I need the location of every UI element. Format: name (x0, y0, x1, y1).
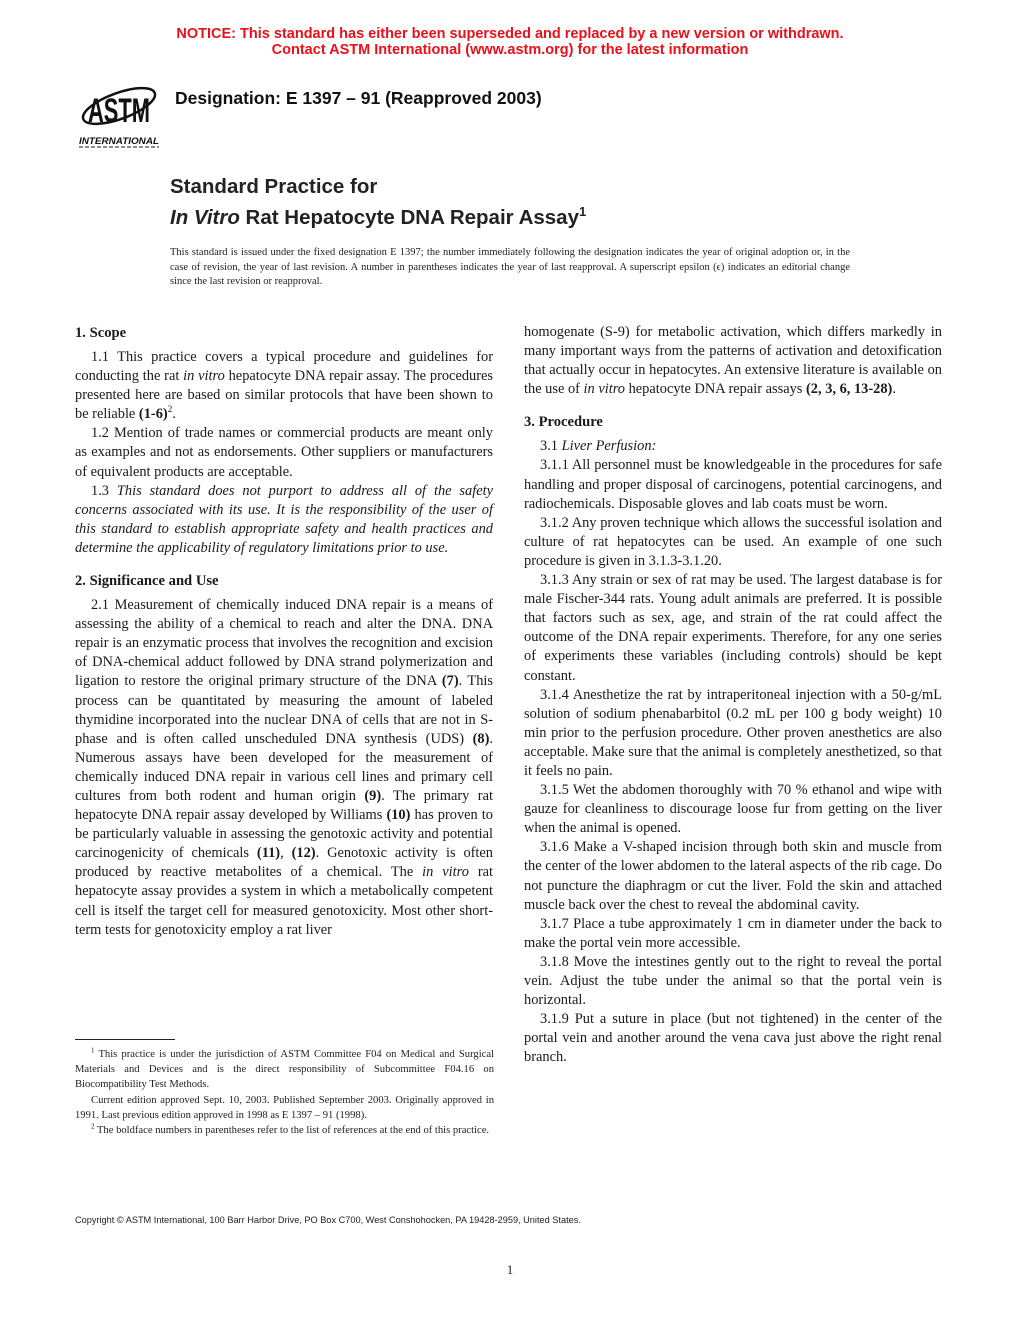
footnote-text: This practice is under the jurisdiction of ASTM Committee F04 on Medical and Surgical Materials and Devices and is the direct responsibility of Subcommittee F04.16 on Biocompatibility Test Methods. (75, 1049, 494, 1091)
paragraph (524, 953, 942, 1010)
paragraph (524, 838, 942, 914)
title-line-2 (170, 199, 586, 230)
footnote-mark: 2 (91, 1122, 95, 1131)
text-run: 3.1.8 Move the intestines gently out to the right to reveal the portal vein. Adjust the tube under the animal so that the portal vein is horizontal. (524, 953, 942, 1009)
text-run: 3.1.4 Anesthetize the rat by intraperitoneal injection with a 50-g/mL solution of sodium phenabarbitol (0.2 mL per 100 g body weight) 10 min prior to the perfusion procedure. Other proven anesthetics are also acceptable. Make sure that the animal is completely anesthetized, so that it feels no pain. (524, 686, 942, 779)
paragraph (524, 781, 942, 838)
text-run: hepatocyte DNA repair assays (624, 381, 807, 398)
paragraph (524, 514, 942, 571)
text-run: . (892, 381, 896, 398)
footnote (75, 1123, 494, 1138)
text-run: , (280, 845, 292, 862)
text-run: . (172, 406, 176, 423)
text-run: . This process can be quantitated by measuring the amount of labeled thymidine incorporated into the nuclear DNA of cells that are not in S-phase and is often called unscheduled DNA synthesis (UDS) (75, 673, 493, 747)
text-run: 1.3 (91, 482, 117, 499)
page-number: 1 (506, 1262, 514, 1277)
text-run: 1.2 Mention of trade names or commercial products are meant only as examples and not as endorsements. Other suppliers or manufacturers of equivalent products are acceptable. (75, 425, 493, 480)
paragraph (524, 571, 942, 686)
paragraph (524, 915, 942, 953)
paragraph (75, 482, 493, 558)
text-run: rat hepatocyte assay provides a system in which a metabolically competent cell is itself the target cell for measured genotoxicity. Most other short-term tests for genotoxicity employ a rat liver (75, 864, 494, 938)
text-run: 3.1.6 Make a V-shaped incision through both skin and muscle from the center of the lower abdomen to the lateral aspects of the rib cage. Do not puncture the diaphragm or cut the liver. Fold the skin and attached muscle back over the chest to reveal the abdominal cavity. (524, 839, 942, 913)
footnote-mark: 1 (91, 1046, 95, 1055)
title-line-1: Standard Practice for (170, 175, 378, 198)
text-run: 3.1 (540, 438, 562, 455)
reference-citation: (9) (364, 787, 382, 804)
paragraph (75, 596, 493, 940)
paragraph (524, 437, 942, 456)
left-column (75, 323, 493, 940)
text-run: 3.1.5 Wet the abdomen thoroughly with 70 % ethanol and wipe with gauze for cleanliness to discourage loose fur from getting on the liver when the animal is opened. (524, 782, 942, 837)
section-heading: 1. Scope (75, 325, 127, 341)
paragraph (524, 1010, 942, 1067)
issued-note: This standard is issued under the fixed designation E 1397; the number immediately following the designation indicates the year of original adoption or, in the case of revision, the year of last revision. A number in parentheses indicates the year of last reapproval. A superscript epsilon (ϵ) indicates an editorial change since the last revision or reapproval. (170, 247, 850, 287)
text-run: 1.1 This practice covers a typical procedure and guidelines for conducting the rat (75, 349, 493, 385)
withdrawn-notice (0, 26, 1020, 58)
svg-text:ASTM: ASTM (88, 92, 150, 130)
text-run: hepatocyte DNA repair assay. The procedures presented here are based on similar protocols that have been shown to be reliable (75, 368, 494, 423)
paragraph (75, 424, 493, 481)
svg-text:INTERNATIONAL: INTERNATIONAL (79, 136, 160, 147)
reference-citation: (1-6) (138, 406, 168, 423)
title-footnote-mark: 1 (578, 204, 587, 219)
text-run: 3.1.9 Put a suture in place (but not tightened) in the center of the portal vein and another around the vena cava just above the right renal branch. (524, 1011, 942, 1066)
reference-citation: (8) (472, 730, 490, 747)
text-run: in vitro (583, 381, 625, 398)
footnote-text: Current edition approved Sept. 10, 2003. Published September 2003. Originally approved in 1991. Last previous edition approved in 1998 as E 1397 – 91 (1998). (75, 1094, 494, 1121)
footnote-text: The boldface numbers in parentheses refer to the list of references at the end of this practice. (94, 1125, 490, 1137)
title-rest: Rat Hepatocyte DNA Repair Assay (239, 205, 579, 229)
paragraph (75, 348, 493, 424)
reference-citation: (11) (256, 845, 281, 862)
section-heading: 3. Procedure (524, 414, 603, 431)
reference-citation: (2, 3, 6, 13-28) (806, 381, 893, 398)
section-heading: 2. Significance and Use (75, 573, 219, 590)
text-run: homogenate (S-9) for metabolic activation, which differs markedly in many important ways from the patterns of activation and detoxification that actually occur in hepatocytes. An extensive literature is available on the use of (524, 324, 942, 398)
astm-logo-icon (78, 74, 160, 148)
footnote-mark: 2 (167, 404, 173, 415)
footnote (75, 1047, 494, 1093)
document-title (170, 174, 586, 230)
text-run: . The primary rat hepatocyte DNA repair assay developed by Williams (75, 787, 493, 824)
text-run: in vitro (183, 368, 225, 385)
footnotes (75, 1047, 494, 1138)
text-run: has proven to be particularly valuable in assessing the genotoxic activity and potential carcinogenicity of chemicals (75, 807, 493, 862)
text-run: Liver Perfusion: (561, 438, 657, 455)
text-run: 3.1.3 Any strain or sex of rat may be used. The largest database is for male Fischer-344 rats. Young adult animals are preferred. It is possible that factors such as sex, age, and strain of the rat could affect the outcome of the DNA repair experiments. Therefore, for any one series of experiments these variables (including controls) should be kept constant. (524, 572, 942, 684)
text-run: 3.1.7 Place a tube approximately 1 cm in diameter under the back to make the portal vein more accessible. (524, 915, 942, 951)
reference-citation: (7) (441, 673, 459, 690)
right-column (524, 323, 942, 1067)
text-run: 3.1.1 All personnel must be knowledgeable in the procedures for safe handling and proper disposal of carcinogens, potential carcinogens, and radiochemicals. Disposable gloves and lab coats must be worn. (524, 457, 942, 512)
reference-citation: (10) (386, 807, 411, 824)
notice-line-1: NOTICE: This standard has either been superseded and replaced by a new version or withdrawn. (176, 26, 844, 42)
text-run: This standard does not purport to address all of the safety concerns associated with its use. It is the responsibility of the user of this standard to establish appropriate safety and health practices and determine the applicability of regulatory limitations prior to use. (75, 482, 493, 556)
text-run: . Numerous assays have been developed for the measurement of chemically induced DNA repair in various cell lines and primary cell cultures from both rodent and human origin (75, 730, 493, 804)
copyright: Copyright © ASTM International, 100 Barr Harbor Drive, PO Box C700, West Conshohocken, PA 19428-2959, United States. (75, 1215, 581, 1225)
paragraph (524, 323, 942, 399)
designation: Designation: E 1397 – 91 (Reapproved 2003) (175, 88, 542, 108)
footnote (75, 1093, 494, 1123)
text-run: . Genotoxic activity is often produced by reactive metabolites of a chemical. The (75, 845, 494, 881)
footnote-rule (75, 1039, 175, 1040)
text-run: in vitro (422, 864, 469, 881)
notice-line-2: Contact ASTM International (www.astm.org) for the latest information (271, 42, 749, 58)
reference-citation: (12) (291, 845, 316, 862)
text-run: 2.1 Measurement of chemically induced DNA repair is a means of assessing the ability of a chemical to reach and alter the DNA. DNA repair is an enzymatic process that involves the recognition and excision of DNA-chemical adduct followed by DNA strand polymerization and ligation to restore the original primary structure of the DNA (75, 597, 493, 690)
text-run: 3.1.2 Any proven technique which allows the successful isolation and culture of rat hepatocytes can be used. An example of one such procedure is given in 3.1.3-3.1.20. (524, 514, 942, 569)
paragraph (524, 456, 942, 513)
paragraph (524, 686, 942, 781)
title-italic: In Vitro (170, 205, 240, 229)
